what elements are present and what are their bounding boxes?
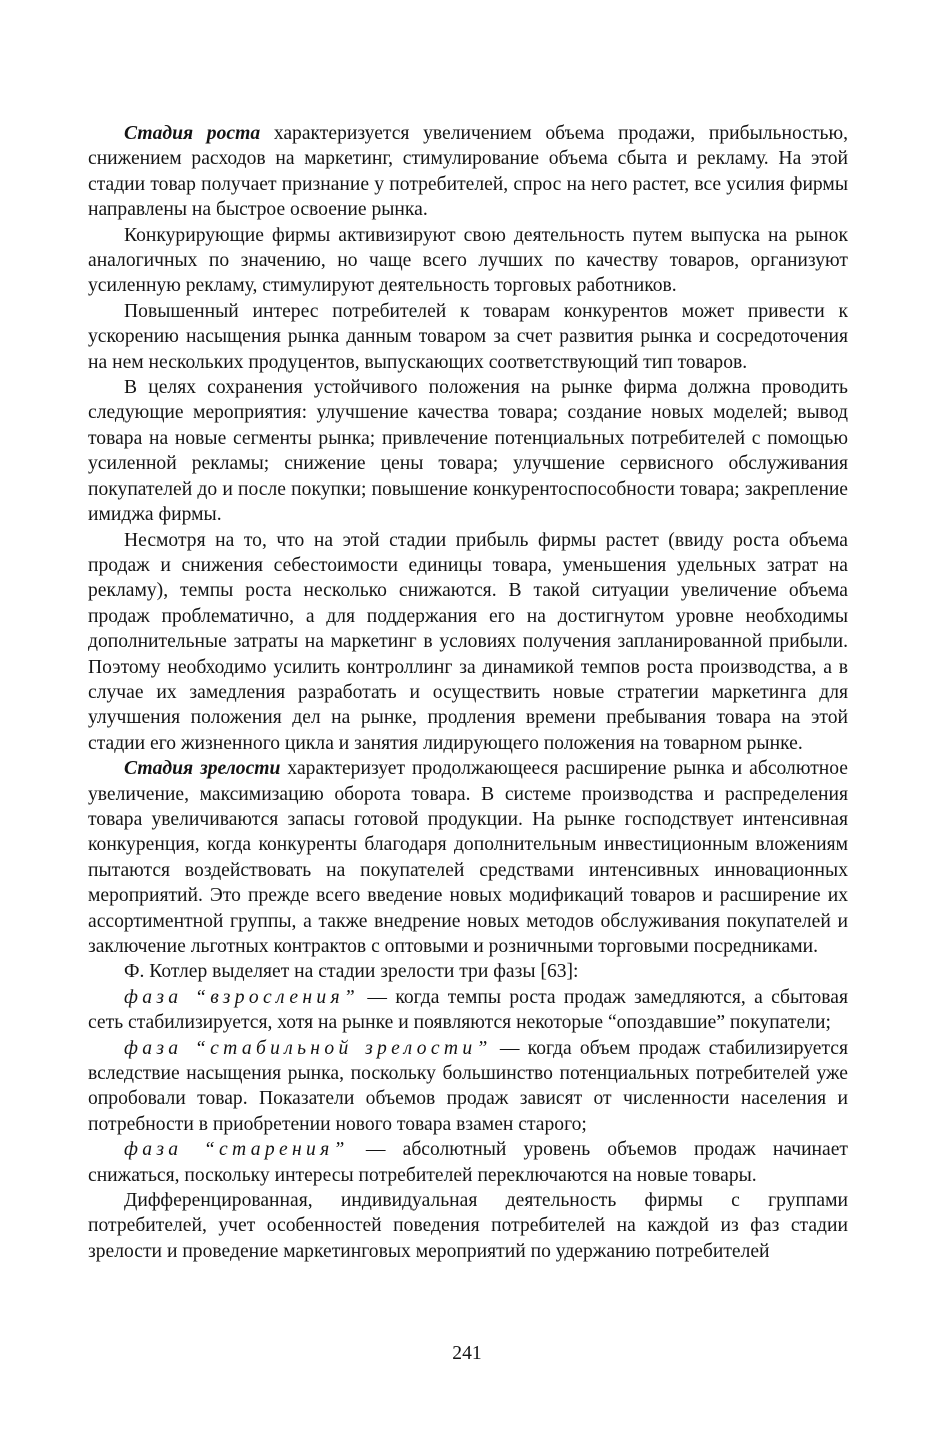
paragraph-kotler: Ф. Котлер выделяет на стадии зрелости три фазы [63]: — [124, 961, 579, 983]
term-phase-3: фаза “старения” — [124, 1139, 349, 1161]
paragraph-differentiated: Дифференцированная, индивидуальная деятельность фирмы с группами потребителей, учет особенностей поведения потребителей на каждой из фаз стадии зрелости и проведение маркетинговых мероприятий по удержанию потребителей — [88, 1190, 848, 1262]
page-number: 241 — [452, 1343, 482, 1364]
term-phase-1: фаза “взросления” — [124, 986, 360, 1008]
paragraph-phase-2 — [88, 1036, 848, 1138]
paragraph-text: характеризуется увеличением объема продажи, прибыльностью, снижением расходов на маркетинг, стимулирование объема сбыта и рекламу. На этой стадии товар получает признание у потребителей, спрос на него растет, все усилия фирмы направлены на быстрое освоение рынка. — [88, 123, 848, 221]
page-body-text — [88, 121, 848, 1264]
paragraph-maturity-stage — [88, 756, 848, 959]
paragraph-text: — абсолютный уровень объемов продаж начинает снижаться, поскольку интересы потребителей переключаются на новые товары. — [88, 1139, 848, 1186]
paragraph-text: характеризует продолжающееся расширение рынка и абсолютное увеличение, максимизацию оборота товара. В системе производства и распределения товара увеличиваются запасы готовой продукции. На рынке господствует интенсивная конкуренция, когда конкуренты благодаря дополнительным инвестиционным вложениям пытаются воздействовать на покупателей средствами интенсивных инновационных мероприятий. Это прежде всего введение новых модификаций товаров и расширение их ассортиментной группы, а также внедрение новых методов обслуживания покупателей и заключение льготных контрактов с оптовыми и розничными торговыми посредниками. — [88, 758, 848, 957]
paragraph-phase-3 — [88, 1137, 848, 1188]
term-maturity-stage: Стадия зрелости — [124, 758, 281, 780]
paragraph-measures: В целях сохранения устойчивого положения на рынке фирма должна проводить следующие мероприятия: улучшение качества товара; создание новых моделей; вывод товара на новые сегменты рынка; привлечение потенциальных потребителей с помощью усиленной рекламы; снижение цены товара; улучшение сервисного обслуживания покупателей до и после покупки; повышение конкурентоспособности товара; закрепление имиджа фирмы. — [88, 377, 848, 526]
paragraph-interest: Повышенный интерес потребителей к товарам конкурентов может привести к ускорению насыщения рынка данным товаром за счет развития рынка и сосредоточения на нем нескольких продуцентов, выпускающих соответствующий тип товаров. — [88, 300, 848, 373]
paragraph-profit: Несмотря на то, что на этой стадии прибыль фирмы растет (ввиду роста объема продаж и снижения себестоимости единицы товара, уменьшения удельных затрат на рекламу), темпы роста несколько снижаются. В такой ситуации увеличение объема продаж проблематично, а для поддержания его на достигнутом уровне необходимы дополнительные затраты на маркетинг в условиях получения запланированной прибыли. Поэтому необходимо усилить контроллинг за динамикой темпов роста производства, а в случае их замедления разработать и осуществить новые стратегии маркетинга для улучшения положения дел на рынке, продления времени пребывания товара на этой стадии его жизненного цикла и занятия лидирующего положения на товарном рынке. — [88, 529, 848, 754]
paragraph-phase-1 — [88, 985, 848, 1036]
term-growth-stage: Стадия роста — [124, 123, 261, 144]
paragraph-growth-stage — [88, 121, 848, 223]
paragraph-text: — когда объем продаж стабилизируется вследствие насыщения рынка, поскольку большинство потенциальных потребителей уже опробовали товар. Показатели объемов продаж зависят от численности населения и потребности в приобретении нового товара взамен старого; — [88, 1037, 848, 1135]
term-phase-2: фаза “стабильной зрелости” — [124, 1037, 492, 1059]
paragraph-competitors: Конкурирующие фирмы активизируют свою деятельность путем выпуска на рынок аналогичных по значению, но чаще всего лучших по качеству товаров, организуют усиленную рекламу, стимулируют деятельность торговых работников. — [88, 224, 848, 297]
paragraph-text: — когда темпы роста продаж замедляются, а сбытовая сеть стабилизируется, хотя на рынке и появляются некоторые “опоздавшие” покупатели; — [88, 986, 848, 1034]
